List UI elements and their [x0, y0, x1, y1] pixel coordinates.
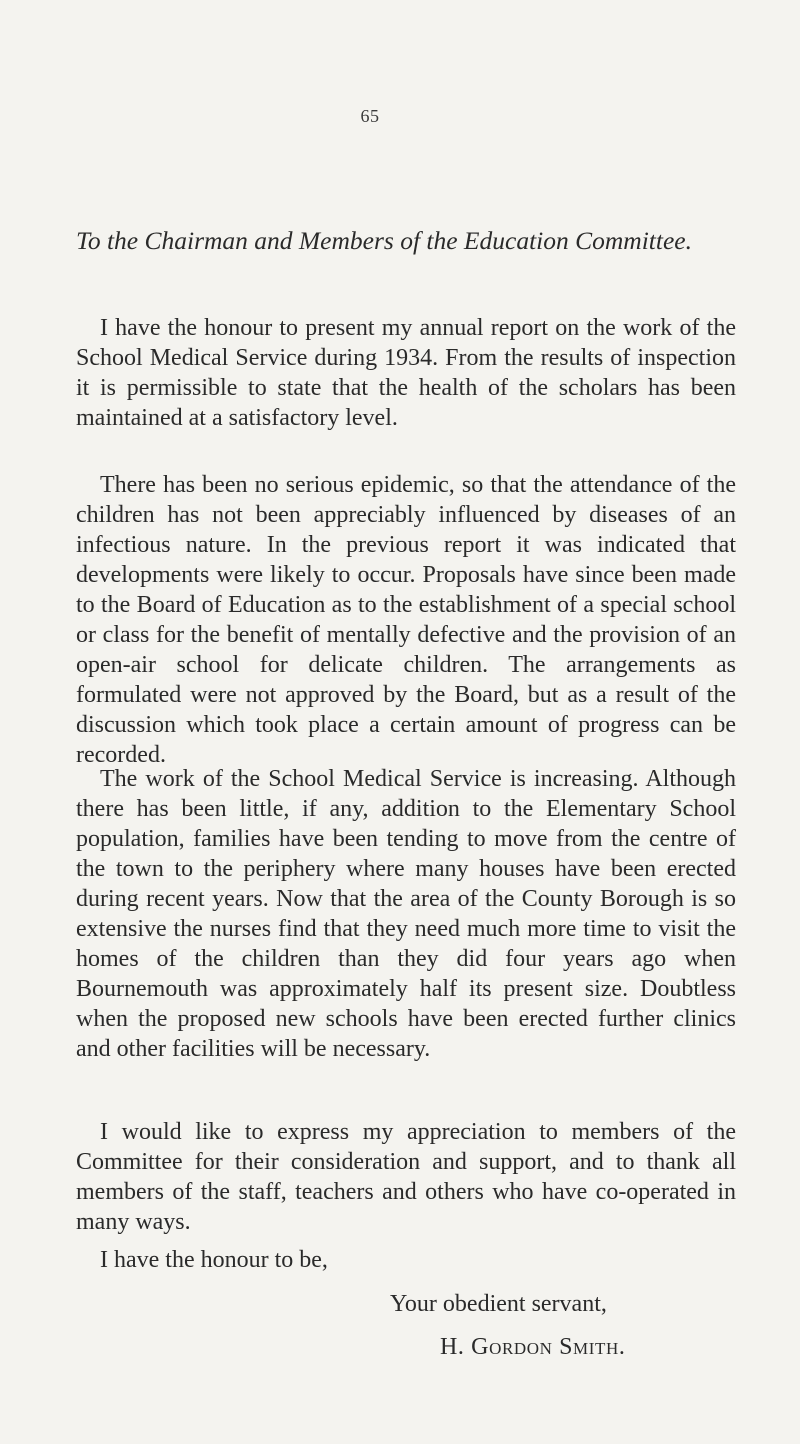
page-number: 65 — [360, 106, 380, 126]
letter-salutation: To the Chairman and Members of the Education Committee. — [76, 226, 692, 255]
closing-line-honour: I have the honour to be, — [100, 1247, 328, 1273]
paragraph-annual-report: I have the honour to present my annual report on the work of the School Medical Service during 1934. From the results of inspection it is permissible to state that the health of the scholars has been maintained at a satisfactory level. — [76, 315, 736, 431]
closing-line-servant: Your obedient servant, — [390, 1291, 607, 1317]
paragraph-epidemic-and-proposals: There has been no serious epidemic, so that the attendance of the children has not been appreciably influenced by diseases of an infectious nature. In the previous report it was indicated that developments were likely to occur. Proposals have since been made to the Board of Education as to the establishment of a special school or class for the benefit of mentally defective and the provision of an open-air school for delicate children. The arrangements as formulated were not approved by the Board, but as a result of the discussion which took place a certain amount of progress can be recorded. — [76, 472, 736, 768]
paragraph-service-increasing: The work of the School Medical Service is increasing. Although there has been little, if any, addition to the Elementary School population, families have been tending to move from the centre of the town to the periphery where many houses have been erected during recent years. Now that the area of the County Borough is so extensive the nurses find that they need much more time to visit the homes of the children than they did four years ago when Bournemouth was approximately half its present size. Doubtless when the proposed new schools have been erected further clinics and other facilities will be necessary. — [76, 766, 736, 1062]
paragraph-appreciation: I would like to express my appreciation to members of the Committee for their consideration and support, and to thank all members of the staff, teachers and others who have co-operated in many ways. — [76, 1119, 736, 1235]
signature: H. Gordon Smith. — [440, 1334, 626, 1360]
